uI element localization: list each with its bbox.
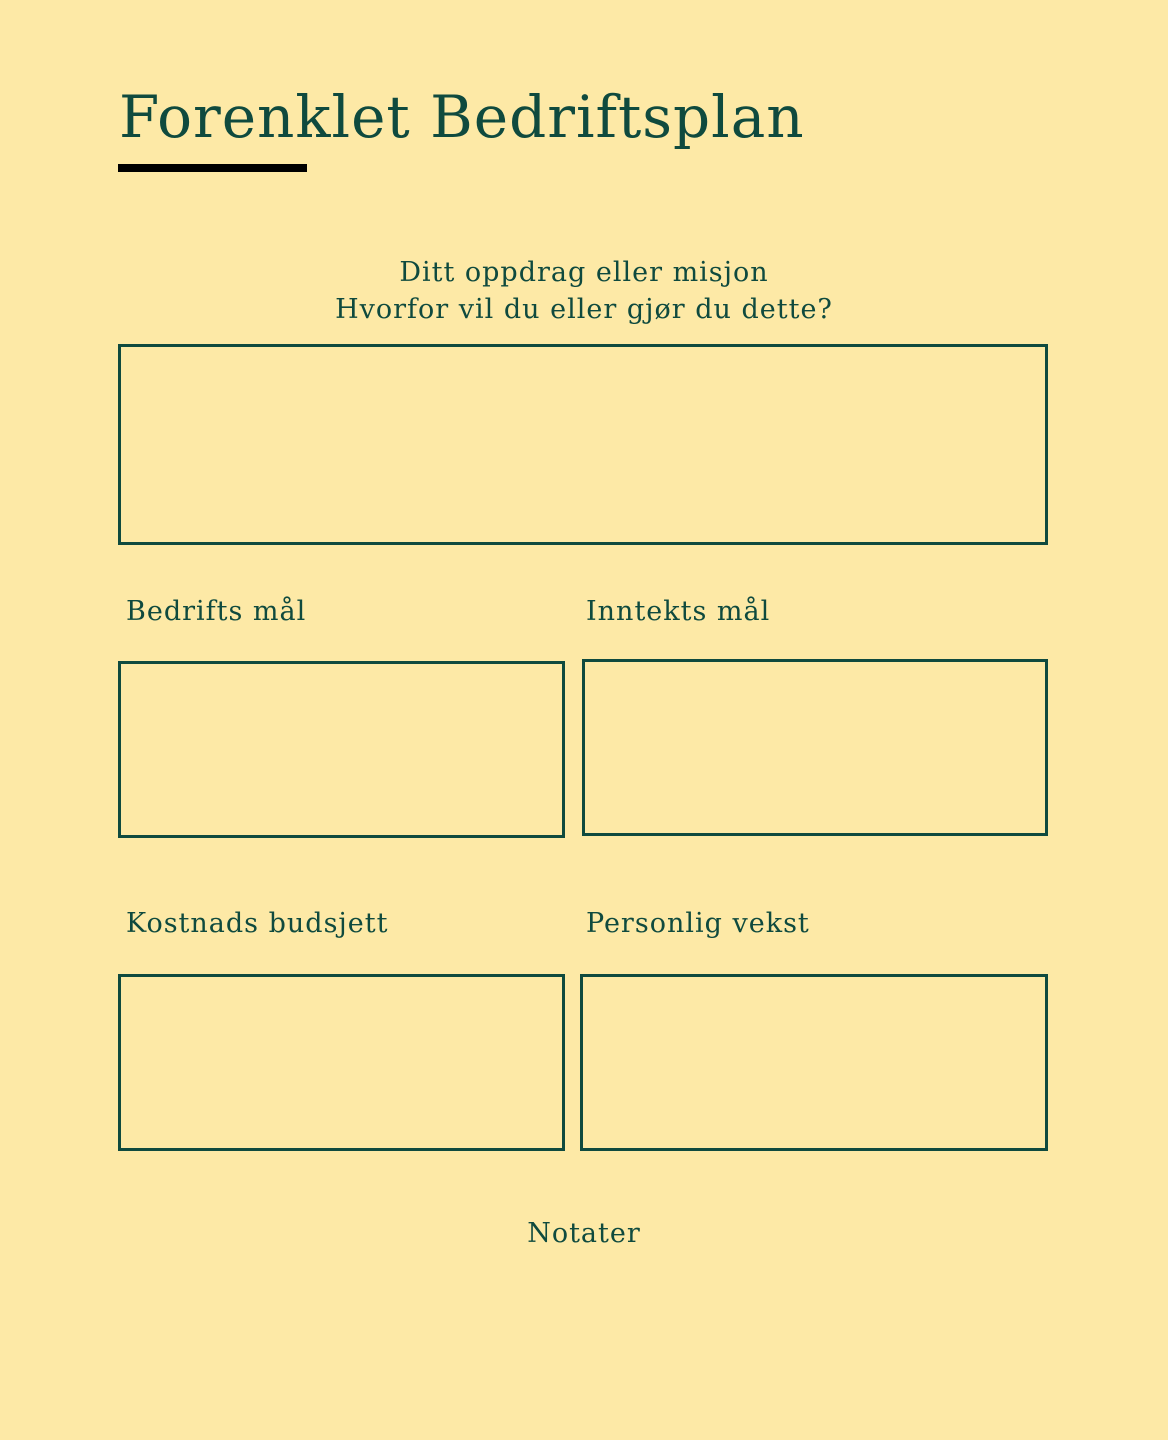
personal-growth-box[interactable]	[580, 974, 1048, 1151]
cost-budget-label: Kostnads budsjett	[126, 908, 389, 939]
revenue-goals-label: Inntekts mål	[586, 596, 771, 627]
page-title: Forenklet Bedriftsplan	[119, 83, 805, 151]
revenue-goals-box[interactable]	[582, 659, 1048, 836]
mission-heading-line2: Hvorfor vil du eller gjør du dette?	[335, 294, 833, 325]
mission-box[interactable]	[118, 344, 1048, 545]
notes-label: Notater	[527, 1218, 641, 1249]
business-goals-label: Bedrifts mål	[126, 596, 307, 627]
mission-heading-line1: Ditt oppdrag eller misjon	[399, 257, 769, 288]
mission-heading	[119, 254, 1049, 328]
personal-growth-label: Personlig vekst	[586, 908, 810, 939]
business-goals-box[interactable]	[118, 661, 565, 838]
cost-budget-box[interactable]	[118, 974, 565, 1151]
title-underline	[118, 164, 307, 172]
